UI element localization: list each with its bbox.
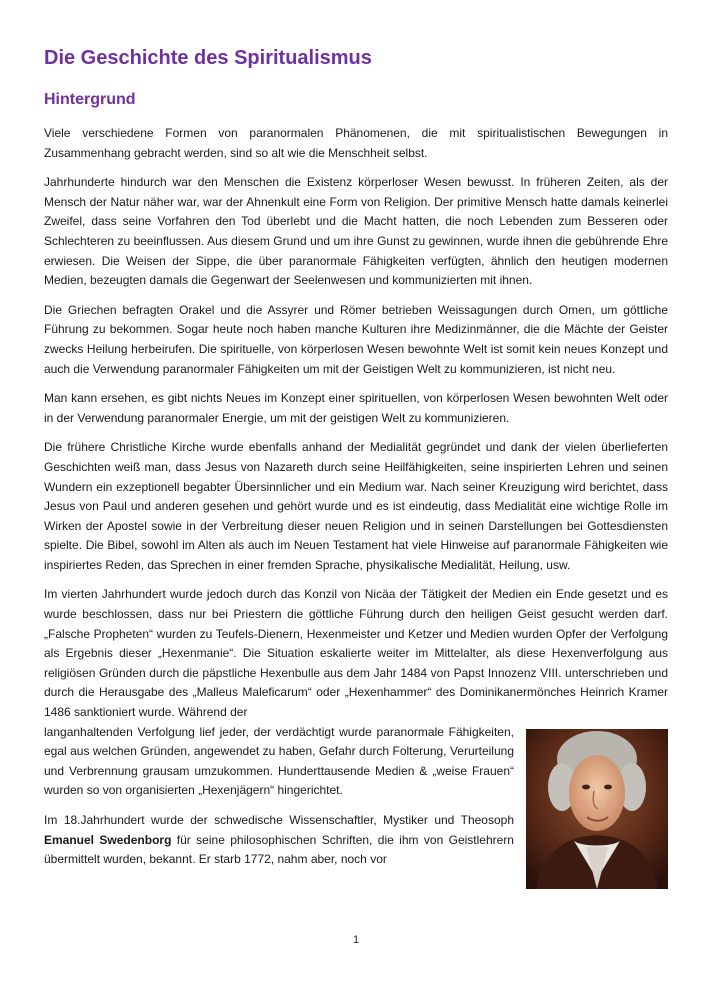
portrait-image [526, 729, 668, 889]
person-name: Emanuel Swedenborg [44, 832, 172, 847]
paragraph: langanhaltenden Verfolgung lief jeder, der verdächtigt wurde paranormale Fähigkeiten, egal aus welchen Gründen, angewendet zu haben, Gefahr durch Folterung, Verurteilung und Verbrennung grausam umzukommen. Hunderttausende Medien & „weise Frauen“ wurden so von organisierten „Hexenjägern“ hingerichtet. [44, 724, 514, 798]
section-heading: Hintergrund [44, 91, 136, 108]
paragraph: Jahrhunderte hindurch war den Menschen die Existenz körperloser Wesen bewusst. In früheren Zeiten, als der Mensch der Natur näher war, war der Ahnenkult eine Form von Religion. Der primitive Mensch hatte damals keinerlei Zweifel, dass seine Vorfahren den Tod überlebt und die Macht hatten, die noch Lebenden zum Besseren oder Schlechteren zu beeinflussen. Aus diesem Grund und um ihre Gunst zu gewinnen, wurde ihnen die gebührende Ehre erwiesen. Die Weisen der Sippe, die über paranormale Fähigkeiten verfügten, ähnlich den heutigen modernen Medien, bezeugten damals die Gegenwart der Seelenwesen und kommunizierten mit ihnen. [44, 175, 668, 288]
paragraph: Viele verschiedene Formen von paranormalen Phänomenen, die mit spiritualistischen Bewegungen in Zusammenhang gebracht werden, sind so alt wie die Menschheit selbst. [44, 126, 668, 160]
paragraph [44, 811, 514, 870]
text-with-portrait [44, 723, 668, 870]
paragraph: Man kann ersehen, es gibt nichts Neues im Konzept einer spirituellen, von körperlosen Wesen bewohnten Welt oder in der Verwendung paranormaler Energie, um mit der geistigen Welt zu kommunizieren. [44, 391, 668, 425]
paragraph: Die frühere Christliche Kirche wurde ebenfalls anhand der Medialität gegründet und dank der vielen überlieferten Geschichten weiß man, dass Jesus von Nazareth durch seine Heilfähigkeiten, seine inspirierten Lehren und seinen Wundern ein exzeptionell begabter Übersinnlicher und ein Medium war. Nach seiner Kreuzigung wird berichtet, dass Jesus von Paul und anderen gesehen und gehört wurde und es ist eindeutig, dass Medialität eine wichtige Rolle im Wirken der Apostel sowie in der Verbreitung dieser neuen Religion und in seinen Darstellungen bei Gottesdiensten spielte. Die Bibel, sowohl im Alten als auch im Neuen Testament hat viele Hinweise auf paranormale Fähigkeiten wie inspiriertes Reden, das Sprechen in einer fremden Sprache, physikalische Medialität, Heilung, usw. [44, 440, 668, 572]
body-text [44, 124, 668, 880]
wrapped-text [44, 723, 514, 870]
paragraph: Die Griechen befragten Orakel und die Assyrer und Römer betrieben Weissagungen durch Omen, um göttliche Führung zu bekommen. Sogar heute noch haben manche Kulturen ihre Medizinmänner, die die Mächte der Geister zwecks Heilung herbeirufen. Die spirituelle, von körperlosen Wesen bewohnte Welt ist somit kein neues Konzept und auch die Verwendung paranormaler Fähigkeiten um mit der Geistigen Welt zu kommunizieren, ist nicht neu. [44, 302, 668, 376]
text-run: für seine philosophischen Schriften, die ihm von Geistlehrern übermittelt wurden, bekannt. Er starb 1772, nahm aber, noch vor [44, 832, 514, 867]
page-number: 1 [352, 934, 360, 946]
text-run: Im 18.Jahrhundert wurde der schwedische Wissenschaftler, Mystiker und Theosoph [44, 813, 514, 827]
page-title: Die Geschichte des Spiritualismus [44, 47, 372, 69]
paragraph: Im vierten Jahrhundert wurde jedoch durch das Konzil von Nicäa der Tätigkeit der Medien ein Ende gesetzt und es wurde beschlossen, dass nur bei Priestern die göttliche Führung durch den heiligen Geist gesucht werden darf. „Falsche Propheten“ wurden zu Teufels-Dienern, Hexenmeister und Ketzer und Medien wurden Opfer der Verfolgung als Ergebnis dieser „Hexenmanie“. Die Situation eskalierte weiter im Mittelalter, als diese Hexenverfolgung aus religiösen Gründen durch die päpstliche Hexenbulle aus dem Jahr 1484 von Papst Innozenz VIII. unterschrieben und durch die Herausgabe des „Malleus Maleficarum“ oder „Hexenhammer“ des Dominikanermönches Heinrich Kramer 1486 sanktioniert wurde. Während der [44, 587, 668, 720]
